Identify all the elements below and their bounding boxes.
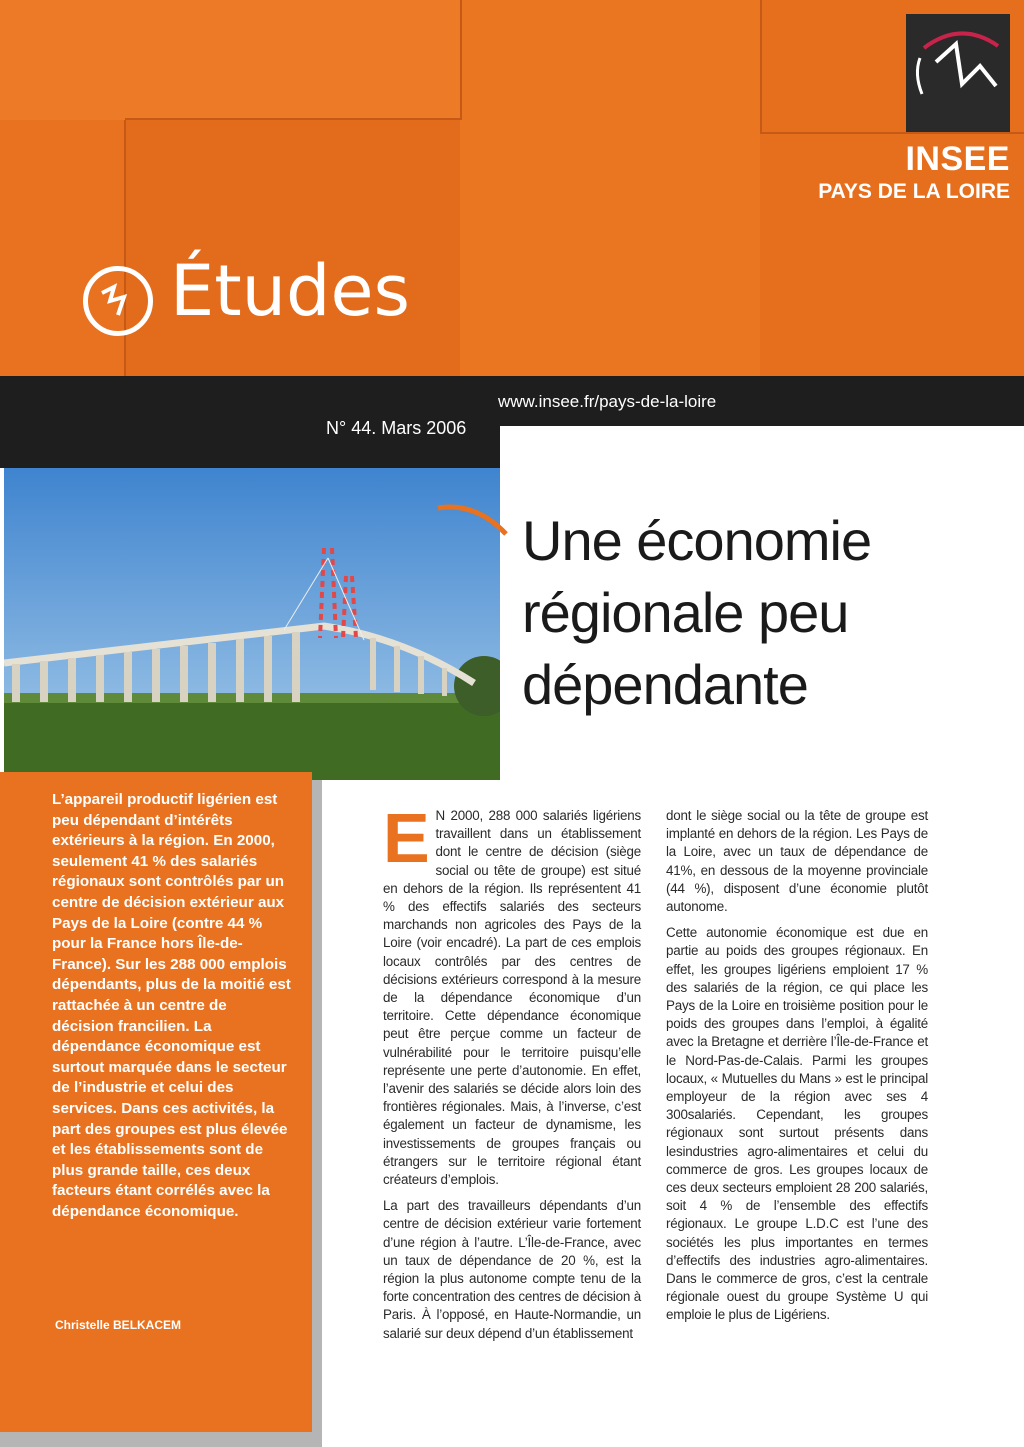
- header-divider: [125, 118, 460, 120]
- title-line: régionale peu: [522, 581, 849, 644]
- title-accent-icon: [436, 500, 516, 550]
- body-paragraph: [383, 799, 641, 1189]
- website-link[interactable]: www.insee.fr/pays-de-la-loire: [498, 392, 717, 411]
- author-name: Christelle BELKACEM: [55, 1318, 182, 1332]
- body-paragraph: dont le siège social ou la tête de groupe est implanté en dehors de la région. Les Pays de la Loire, avec un taux de dépendance de 41%, en dessous de la moyenne provinciale (44 %), disposent d’une économie plutôt autonome.: [666, 808, 928, 915]
- body-column-1: [383, 799, 641, 1351]
- region-name: PAYS DE LA LOIRE: [818, 180, 1010, 203]
- body-paragraph: Cette autonomie économique est due en partie au poids des groupes régionaux. En effet, les groupes ligériens emploient 17 % des salariés de la région, ce qui place les Pays de la Loire en troisième position pour le poids des groupes dans l’emploi, à égalité avec la Bretagne et derrière l’Île-de-France et le Nord-Pas-de-Calais. Parmi les groupes locaux, « Mutuelles du Mans » est le principal employeur de la région avec ses 4 300salariés. Cependant, les groupes régionaux sont surtout présents dans lesindustries agro-alimentaires et celui du commerce de gros. Les groupes locaux de ces deux secteurs emploient 28 200 salariés, soit 4 % de l’ensemble des effectifs régionaux. Le groupe L.D.C est l’une des sociétés les plus importantes en termes d’effectifs des industries agro-alimentaires. Dans le commerce de gros, c’est la centrale régionale ouest du groupe Système U qui emploie le plus de Ligériens.: [666, 925, 928, 1323]
- bridge-photo: [4, 468, 500, 780]
- series-title: Études: [170, 250, 411, 332]
- title-line: Une économie: [522, 509, 872, 572]
- header-divider: [460, 0, 462, 120]
- insee-logo-icon: [906, 14, 1010, 132]
- drop-cap: E: [383, 799, 430, 877]
- header-divider: [760, 132, 1024, 134]
- header-divider: [760, 0, 762, 132]
- org-name: INSEE: [905, 140, 1010, 178]
- header-block: [0, 0, 460, 120]
- summary-text: L’appareil productif ligérien est peu dépendant d’intérêts extérieurs à la région. En 2000, seulement 41 % des salariés régionaux sont contrôlés par un centre de décision extérieur aux Pays de la Loire (contre 44 % pour la France hors Île-de-France). Sur les 288 000 emplois dépendants, plus de la moitié est rattachée à un centre de décision francilien. La dépendance économique est surtout marquée dans le secteur de l’industrie et celui des services. Dans ces activités, la part des groupes est plus élevée et les établissements sont de plus grande taille, ces deux facteurs étant corrélés avec la dépendance économique.: [52, 791, 291, 1220]
- etudes-logo-icon: [83, 266, 153, 336]
- body-paragraph: La part des travailleurs dépendants d’un centre de décision extérieur varie fortement d’une région à l’autre. L’Île-de-France, avec un taux de dépendance de 20 %, est la région la plus autonome compte tenu de la forte concentration des centres de décision à Paris. À l’opposé, en Haute-Normandie, un salarié sur deux dépend d’un établissement: [383, 1198, 641, 1341]
- body-column-2: [666, 807, 928, 1333]
- header-block: [460, 0, 760, 380]
- paragraph-text: N 2000, 288 000 salariés ligériens travaillent dans un établissement dont le centre de décision (siège social ou tête de groupe) est situé en dehors de la région. Ils représentent 41 % des effectifs salariés des secteurs marchands non agricoles des Pays de la Loire (voir encadré). La part de ces emplois locaux contrôlés par des centres de décisions extérieurs correspond à la mesure de la dépendance économique d’un territoire. Cette dépendance économique peut être perçue comme un facteur de vulnérabilité pour le territoire puisqu’elle représente une perte d’autonomie. En effet, l’avenir des salariés se décide alors loin des frontières régionales. Mais, à l’inverse, c’est également un facteur de dynamisme, les investissements de groupes français ou étrangers sur le territoire régional étant créateurs d’emplois.: [383, 808, 641, 1188]
- insee-logo: [906, 14, 1010, 132]
- header-divider: [124, 120, 126, 376]
- article-title: [522, 505, 1002, 721]
- issue-number: N° 44. Mars 2006: [326, 418, 467, 438]
- title-line: dépendante: [522, 653, 808, 716]
